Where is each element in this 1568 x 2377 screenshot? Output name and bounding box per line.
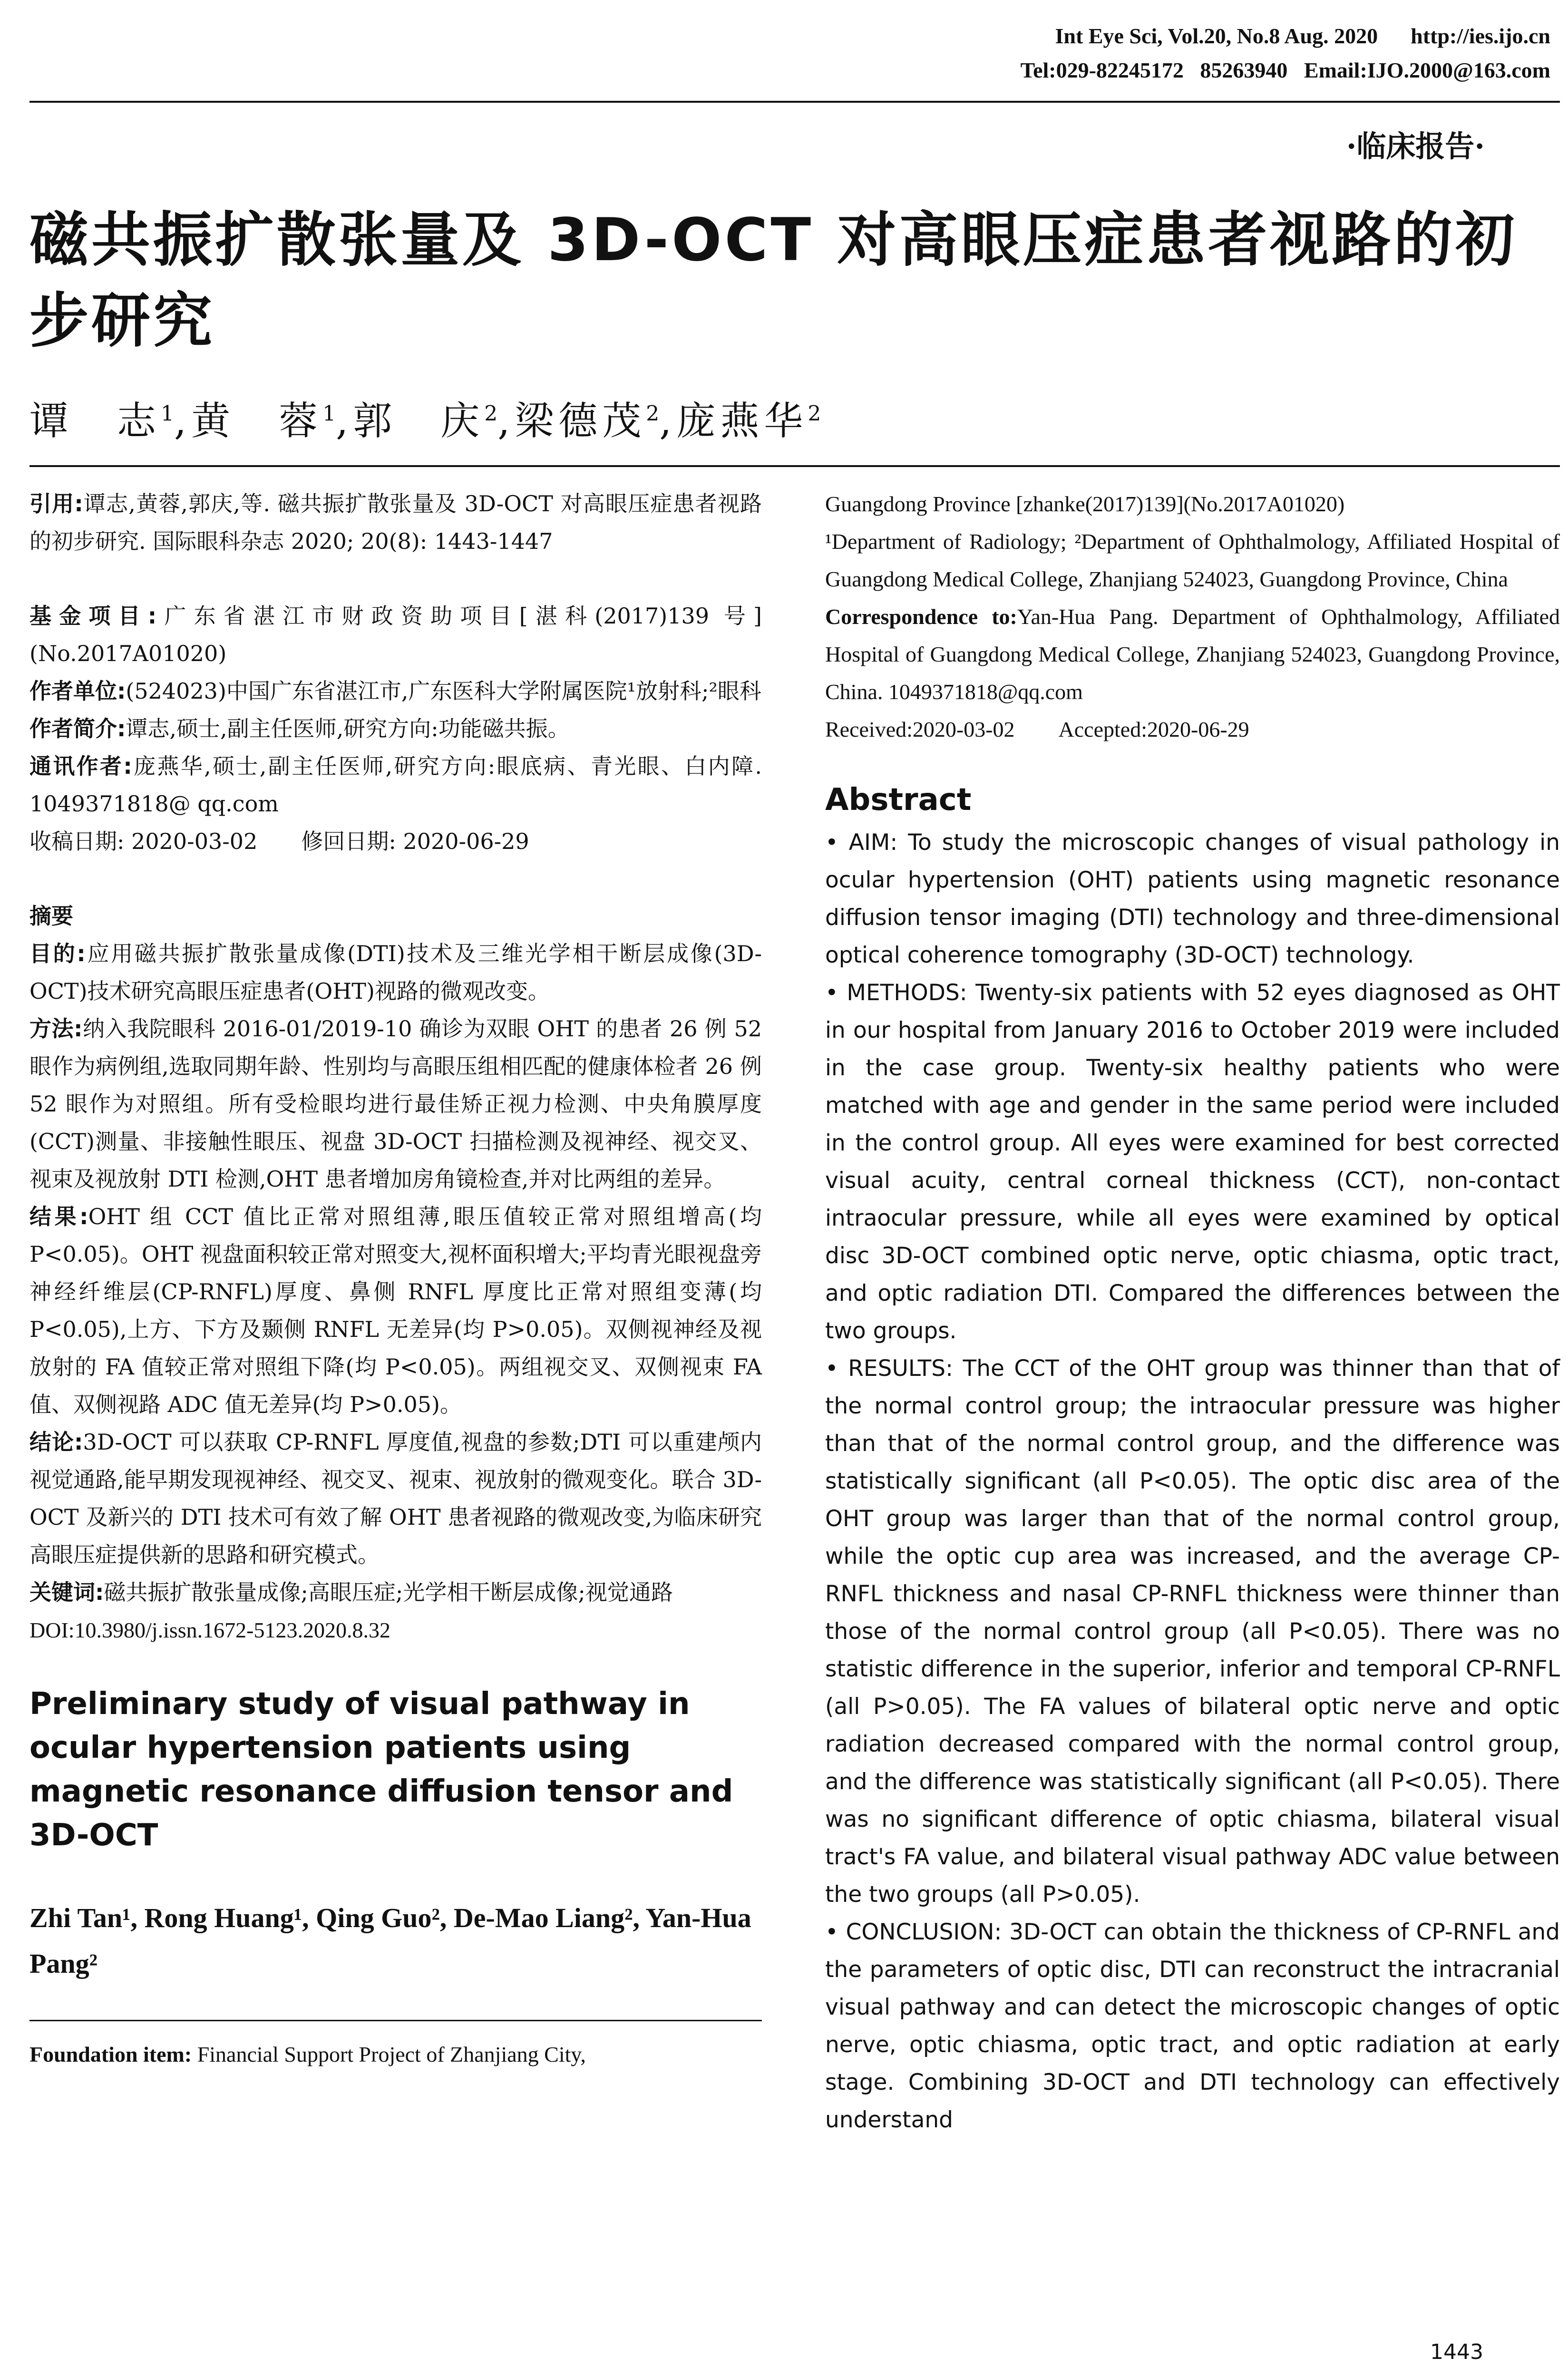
correspondence-en: Correspondence to:Yan-Hua Pang. Department of Ophthalmology, Affiliated Hospital of Guangdong Medical College, Zhanjiang 524023, Guangdong Province, China. 1049371818@qq.com [825,604,1560,704]
abstract-aim-cn: 目的:应用磁共振扩散张量成像(DTI)技术及三维光学相干断层成像(3D-OCT)技术研究高眼压症患者(OHT)视路的微观改变。 [29,941,762,1004]
author-name: 庞燕华 [676,399,808,444]
author-affil: 2 [808,401,821,426]
journal-citation-line: Int Eye Sci, Vol.20, No.8 Aug. 2020 http://ies.ijo.cn [1055,24,1550,48]
foundation-continued: Guangdong Province [zhanke(2017)139](No.2017A01020) [825,492,1345,516]
abstract-heading-cn: 摘要 [29,903,73,929]
abstract-methods-cn: 方法:纳入我院眼科 2016-01/2019-10 确诊为双眼 OHT 的患者 26 例 52 眼作为病例组,选取同期年龄、性别均与高眼压组相匹配的健康体检者 26 例 52 眼作为对照组。所有受检眼均进行最佳矫正视力检测、中央角膜厚度(CCT)测量、非接触性眼压、视盘 3D-OCT 扫描检测及视神经、视交叉、视束及视放射 DTI 检测,OHT 患者增加房角镜检查,并对比两组的差异。 [29,1016,762,1192]
abstract-heading-en: Abstract [825,782,972,818]
article-title: 磁共振扩散张量及 3D-OCT 对高眼压症患者视路的初步研究 [29,206,1518,355]
authors-rule [29,465,1560,467]
doi: DOI:10.3980/j.issn.1672-5123.2020.8.32 [29,1618,390,1642]
abstract-methods-en: • METHODS: Twenty-six patients with 52 eyes diagnosed as OHT in our hospital from January 2016 to October 2019 were included in the case group. Twenty-six healthy patients who were matched with age and gender in the same period were included in the control group. All eyes were examined for best corrected visual acuity, central corneal thickness (CCT), non-contact intraocular pressure, while all eyes were examined by optical disc 3D-OCT combined optic nerve, optic chiasma, optic tract, and optic radiation DTI. Compared the differences between the two groups. [825,980,1560,1344]
fund-info: 基金项目:广东省湛江市财政资助项目[湛科(2017)139 号](No.2017A01020) [29,603,762,666]
section-label: ·临床报告· [1346,129,1485,164]
english-title: Preliminary study of visual pathway in ocular hypertension patients using magnetic resonance diffusion tensor and 3D-OCT [29,1686,733,1853]
author-affil: 1 [161,401,175,426]
abstract-results-en: • RESULTS: The CCT of the OHT group was thinner than that of the normal control group; the intraocular pressure was higher than that of the normal control group, and the difference was statistically significant (all P<0.05). The optic disc area of the OHT group was larger than that of the normal control group, while the optic cup area was increased, and the average CP-RNFL thickness and nasal CP-RNFL thickness were thinner than those of the normal control group (all P<0.05). There was no statistic difference in the superior, inferior and temporal CP-RNFL (all P>0.05). The FA values of bilateral optic nerve and optic radiation decreased compared with the normal control group, and the difference was statistically significant (all P<0.05). There was no significant difference of optic chiasma, bilateral visual tract's FA value, and bilateral visual pathway ADC value between the two groups (all P>0.05). [825,1355,1560,1908]
abstract-conclusion-en: • CONCLUSION: 3D-OCT can obtain the thickness of CP-RNFL and the parameters of optic disc, DTI can reconstruct the intracranial visual pathway and can detect the microscopic changes of optic nerve, optic chiasma, optic tract, and optic radiation at early stage. Combining 3D-OCT and DTI technology can effectively understand [825,1919,1560,2133]
left-column [29,485,762,2073]
author-unit: 作者单位:(524023)中国广东省湛江市,广东医科大学附属医院¹放射科;²眼科 [29,678,761,704]
author-name: 谭 志 [29,399,161,444]
right-column [825,485,1560,2139]
author-name: 梁德茂 [515,399,646,444]
abstract-results-cn: 结果:OHT 组 CCT 值比正常对照组薄,眼压值较正常对照组增高(均 P<0.05)。OHT 视盘面积较正常对照变大,视杯面积增大;平均青光眼视盘旁神经纤维层(CP-RNFL)厚度、鼻侧 RNFL 厚度比正常对照组变薄(均 P<0.05),上方、下方及颞侧 RNFL 无差异(均 P>0.05)。双侧视神经及视放射的 FA 值较正常对照组下降(均 P<0.05)。两组视交叉、双侧视束 FA 值、双侧视路 ADC 值无差异(均 P>0.05)。 [29,1204,762,1417]
abstract-conclusion-cn: 结论:3D-OCT 可以获取 CP-RNFL 厚度值,视盘的参数;DTI 可以重建颅内视觉通路,能早期发现视神经、视交叉、视束、视放射的微观变化。联合 3D-OCT 及新兴的 DTI 技术可有效了解 OHT 患者视路的微观改变,为临床研究高眼压症提供新的思路和研究模式。 [29,1429,762,1568]
abstract-aim-en: • AIM: To study the microscopic changes of visual pathology in ocular hypertension (OHT) patients using magnetic resonance diffusion tensor imaging (DTI) technology and three-dimensional optical coherence tomography (3D-OCT) technology. [825,829,1560,968]
authors-cn: 谭 志$^1$,黄 蓉$^1$,郭 庆$^2$,梁德茂$^2$,庞燕华$^2$ [29,399,821,444]
received-accepted: Received:2020-03-02 Accepted:2020-06-29 [825,717,1249,741]
foundation-item: Foundation item: Financial Support Project of Zhanjiang City, [29,2042,586,2066]
affiliations-en: ¹Department of Radiology; ²Department of Ophthalmology, Affiliated Hospital of Guangdong Medical College, Zhanjiang 524023, Guangdong Province, China [825,529,1560,591]
page-number: 1443 [1430,2340,1483,2364]
footnote-rule [29,2020,762,2021]
corresponding-author: 通讯作者:庞燕华,硕士,副主任医师,研究方向:眼底病、青光眼、白内障. 1049371818@ qq.com [29,753,762,817]
citation: 引用:谭志,黄蓉,郭庆,等. 磁共振扩散张量及 3D-OCT 对高眼压症患者视路的初步研究. 国际眼科杂志 2020; 20(8): 1443-1447 [29,491,762,554]
dates-cn: 收稿日期: 2020-03-02 修回日期: 2020-06-29 [29,828,529,854]
author-affil: 2 [484,401,498,426]
journal-header [875,19,1550,88]
author-affil: 2 [646,401,660,426]
author-name: 郭 庆 [353,399,485,444]
keywords-cn: 关键词:磁共振扩散张量成像;高眼压症;光学相干断层成像;视觉通路 [29,1579,673,1605]
author-intro: 作者简介:谭志,硕士,副主任医师,研究方向:功能磁共振。 [29,716,570,741]
author-name: 黄 蓉 [191,399,323,444]
journal-contact-line: Tel:029-82245172 85263940 Email:IJO.2000@163.com [1020,58,1550,82]
header-rule [29,101,1560,103]
english-authors: Zhi Tan¹, Rong Huang¹, Qing Guo², De-Mao Liang², Yan-Hua Pang² [29,1902,751,1979]
author-affil: 1 [322,401,336,426]
